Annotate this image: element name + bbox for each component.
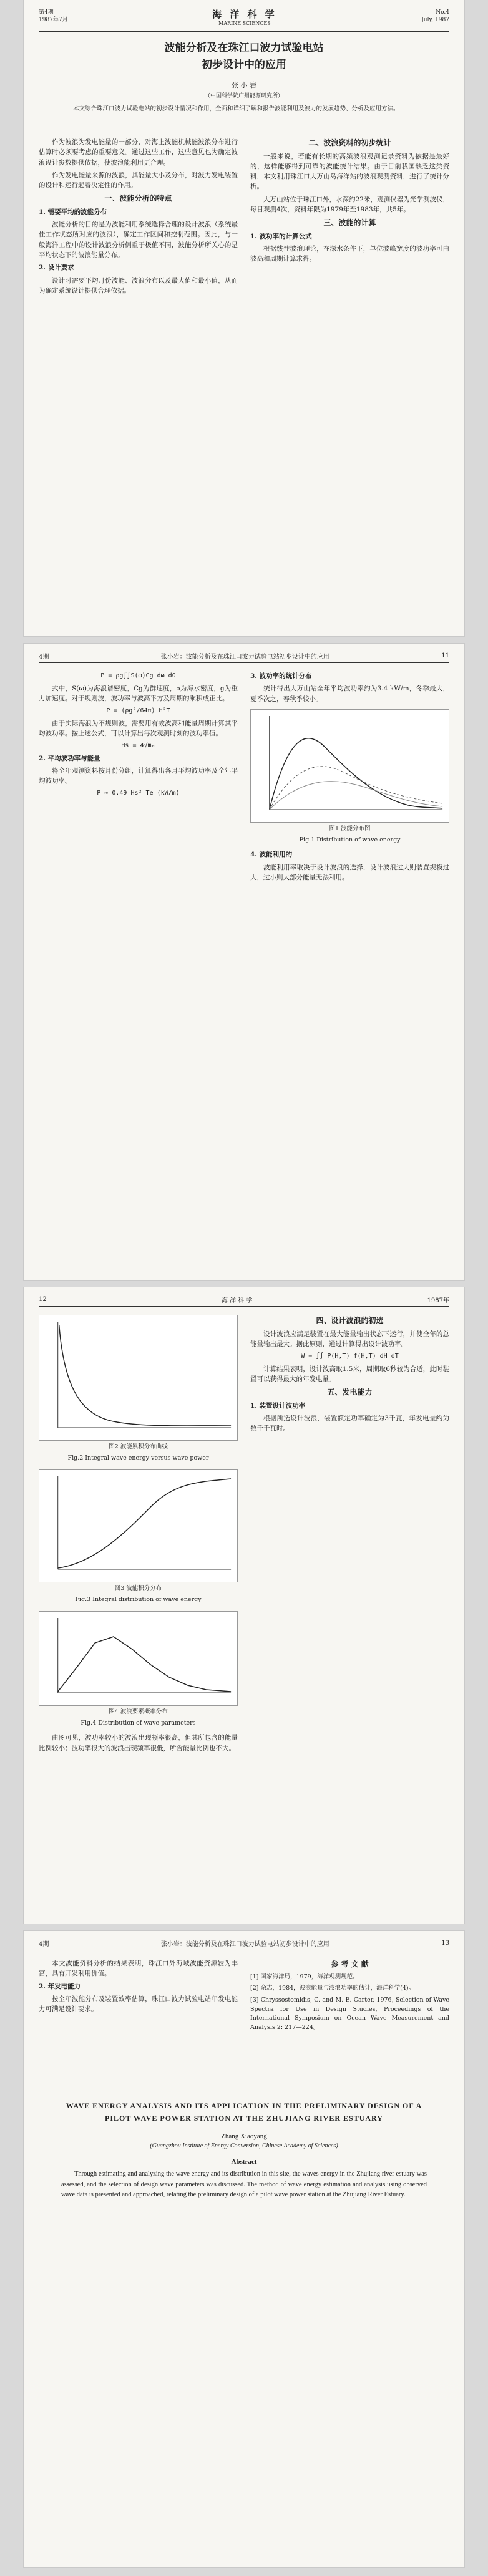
body-paragraph: 由于实际海浪为不规则波，需要用有效波高和能量周期计算其平均波功率。按上述公式，可以计算出每次观测时刻的波功率值。 [39,719,238,737]
equation: P = (ρg²/64π) H²T [106,707,170,715]
body-paragraph: 根据线性波浪理论，在深水条件下，单位波峰宽度的波功率可由波高和周期计算求得。 [250,245,449,263]
body-paragraph: 由图可见，波功率较小的波浪出现频率很高，但其所包含的能量比例较小；波功率很大的波浪出现频率很低，所含能量比例也不大。 [39,1734,238,1752]
column-right [250,1315,449,1756]
body-paragraph: 波能利用率取决于设计波浪的选择，设计波浪过大则装置规模过大，过小则大部分能量无法利用。 [250,863,449,881]
english-abstract: Through estimating and analyzing the wave energy and its distribution in this site, the waves energy in the Zhujiang river estuary was assessed, and the selection of design wave parameters was discussed. The method of wave energy estimation and analysis using observed wave data is presented and approached, relating the preliminary design of a pilot wave power station at the Zhujiang River Estuary. [61,2170,427,2199]
running-header-left: 4期 [39,1941,49,1948]
figure-3-plot [39,1470,237,1582]
section-heading: 五、发电能力 [327,1388,373,1397]
body-paragraph: 计算结果表明，设计波高取1.5米，周期取6秒较为合适，此时装置可以获得最大的年发电量。 [250,1365,449,1383]
subsection-heading: 2. 设计要求 [39,264,74,272]
paper-title [24,40,464,74]
running-header [39,1295,449,1304]
column-right [250,137,449,298]
header-center [212,7,277,26]
body-columns [39,671,449,885]
integral-curve [58,1479,231,1568]
column-left [39,1959,238,2035]
issue-number-en: No.4 [436,9,449,16]
running-header-left: 4期 [39,654,49,661]
equation: W = ∫∫ P(H,T) f(H,T) dH dT [301,1353,399,1360]
body-paragraph: 式中，S(ω)为海浪谱密度，Cg为群速度，ρ为海水密度，g为重力加速度。对于规则波，波功率与波高平方及周期的乘积成正比。 [39,684,238,702]
equation: Hs = 4√m₀ [121,742,155,750]
references-heading: 参 考 文 献 [331,1960,369,1968]
column-left [39,1315,238,1756]
subsection-heading: 1. 波功率的计算公式 [250,232,312,240]
subsection-heading: 4. 波能利用的 [250,851,293,859]
title-line-1: 波能分析及在珠江口波力试验电站 [164,42,324,54]
body-paragraph: 将全年观测资料按月份分组，计算得出各月平均波功率及全年平均波功率。 [39,767,238,785]
journal-name-cn: 海 洋 科 学 [212,9,277,20]
reference-item: [3] Chryssostomidis, C. and M. E. Carter, 1976, Selection of Wave Spectra for Use in Design Studies, Proceedings of the International Symposium on Ocean Wave Measurement and Analysis 2: 217—224。 [250,1997,449,2031]
figure-4-plot [39,1612,237,1705]
figure-3 [39,1469,238,1582]
body-columns [39,1959,449,2035]
energy-curve-light [270,782,442,810]
page-4 [24,1931,464,2567]
subsection-heading: 2. 平均波功率与能量 [39,754,100,762]
figure-4-caption-en: Fig.4 Distribution of wave parameters [81,1719,196,1726]
probability-curve [58,1637,231,1692]
figure-1-plot [251,710,449,822]
subsection-heading: 2. 年发电能力 [39,1982,81,1990]
english-title: WAVE ENERGY ANALYSIS AND ITS APPLICATION IN THE PRELIMINARY DESIGN OF A PILOT WAVE POWER STATION AT THE ZHUJIANG RIVER ESTUARY [66,2101,422,2123]
section-heading: 二、波浪资料的初步统计 [308,138,391,147]
chinese-abstract: 本文综合珠江口波力试验电站的初步设计情况和作用，全面和详细了解和报告波能利用及波力的发展趋势、分析及应用方法。 [73,105,399,112]
running-header [39,1939,449,1948]
figure-2-plot [39,1315,237,1440]
english-affiliation: (Guangzhou Institute of Energy Conversion, Chinese Academy of Sciences) [150,2142,338,2149]
page-2 [24,644,464,1280]
subsection-heading: 3. 波功率的统计分布 [250,672,312,680]
figure-3-caption: 图3 波能积分分布 [114,1585,162,1592]
body-paragraph: 设计时需要平均月份波能、波浪分布以及最大值和最小值，从而为确定系统设计提供合理依据。 [39,276,238,294]
body-columns [39,137,449,298]
figure-1-caption-en: Fig.1 Distribution of wave energy [299,836,401,843]
header-rule [39,31,449,32]
column-right [250,1959,449,2035]
page-number: 11 [441,652,449,659]
running-header-title: 海 洋 科 学 [221,1297,253,1304]
issue-date: 1987年7月 [39,17,68,23]
affiliation: （中国科学院广州能源研究所） [204,93,283,99]
reference-item: [2] 余志，1984，波浪能量与波浪功率的估计，海洋科学(4)。 [250,1985,415,1992]
journal-name-en: MARINE SCIENCES [218,21,271,26]
energy-curve-dashed [270,767,442,810]
figure-2 [39,1315,238,1441]
figure-1 [250,709,449,823]
subsection-heading: 1. 需要平均的波能分布 [39,208,107,216]
running-header-right: 1987年 [427,1297,449,1304]
figure-2-caption: 图2 波能累积分布曲线 [109,1443,168,1450]
page-3 [24,1287,464,1924]
page-1 [24,0,464,636]
page-number: 12 [39,1296,47,1303]
body-paragraph: 根据所选设计波浪，装置额定功率确定为3千瓦，年发电量约为数千千瓦时。 [250,1415,449,1433]
issue-date-en: July, 1987 [421,17,449,23]
equation: P = ρg∫∫S(ω)Cg dω dθ [100,672,176,679]
figure-4-caption: 图4 波浪要素概率分布 [109,1708,168,1715]
intro-paragraph: 作为发电能量来源的波浪，其能量大小及分布，对波力发电装置的设计和运行起着决定性的作用。 [39,171,238,190]
body-paragraph: 一般来说，若能有长期的高频波浪观测记录资料为依据是最好的，这样能够得到可靠的波能统计结果。由于目前我国缺乏这类资料，本文利用珠江口大万山岛海洋站的波浪观测资料，进行了统计分析。 [250,152,449,191]
english-abstract-heading: Abstract [231,2157,257,2166]
column-left [39,137,238,298]
energy-curve [270,738,442,809]
body-paragraph: 按全年波能分布及装置效率估算，珠江口波力试验电站年发电能力可满足设计要求。 [39,1995,238,2013]
running-header [39,651,449,661]
page-number: 13 [441,1940,449,1947]
english-abstract-block [61,2099,427,2201]
figure-3-caption-en: Fig.3 Integral distribution of wave energy [75,1596,202,1604]
body-paragraph: 设计波浪应满足装置在最大能量输出状态下运行，并使全年的总能量输出最大。据此原则，通过计算得出设计波功率。 [250,1330,449,1348]
body-paragraph: 大万山站位于珠江口外，水深约22米，观测仪器为光学测波仪，每日观测4次，资料年限为1979年至1983年，共5年。 [250,195,449,213]
section-heading: 三、波能的计算 [323,218,376,228]
figure-2-caption-en: Fig.2 Integral wave energy versus wave power [67,1454,209,1461]
equation: P ≈ 0.49 Hs² Te (kW/m) [97,790,180,797]
subsection-heading: 1. 装置设计波功率 [250,1402,306,1410]
title-line-2: 初步设计中的应用 [202,59,286,72]
intro-paragraph: 作为波浪为发电能量的一部分，对海上波能机械能波浪分布进行估算时必须要考虑的重要意义。通过这些工作，这些意见也为确定波浪设计参数提供依据，使波浪能利用更合理。 [39,138,238,167]
issue-number: 第4期 [39,9,54,16]
body-paragraph: 波能分析的目的是为波能利用系统选择合理的设计波浪（系统最佳工作状态所对应的波浪），确定工作区间和控制范围。因此，与一般海洋工程中的设计波浪分析侧重于极值不同，波能分析所关心的是平均状态下的波浪能量分布。 [39,221,238,259]
column-right [250,671,449,885]
reference-item: [1] 国家海洋局，1979，海洋观测规范。 [250,1973,359,1980]
journal-header [39,7,449,26]
cumulative-curve [59,1325,231,1426]
header-left [39,9,68,24]
header-right [421,9,449,24]
header-rule [39,662,449,663]
running-header-title: 张小岩：波能分析及在珠江口波力试验电站初步设计中的应用 [160,654,329,661]
figure-1-caption: 图1 波能分布图 [329,825,371,832]
author: 张 小 岩 [232,81,256,89]
english-author: Zhang Xiaoyang [221,2132,267,2140]
body-paragraph: 本文波能资料分析的结果表明，珠江口外海域波能资源较为丰富，具有开发利用价值。 [39,1960,238,1978]
header-rule [39,1306,449,1307]
body-paragraph: 统计得出大万山站全年平均波功率约为3.4 kW/m，冬季最大，夏季次之，春秋季较小。 [250,685,449,703]
column-left [39,671,238,885]
running-header-title: 张小岩：波能分析及在珠江口波力试验电站初步设计中的应用 [160,1941,329,1948]
section-heading: 一、波能分析的特点 [104,194,172,203]
section-heading: 四、设计波浪的初选 [316,1316,384,1325]
body-columns [39,1315,449,1756]
figure-4 [39,1611,238,1706]
